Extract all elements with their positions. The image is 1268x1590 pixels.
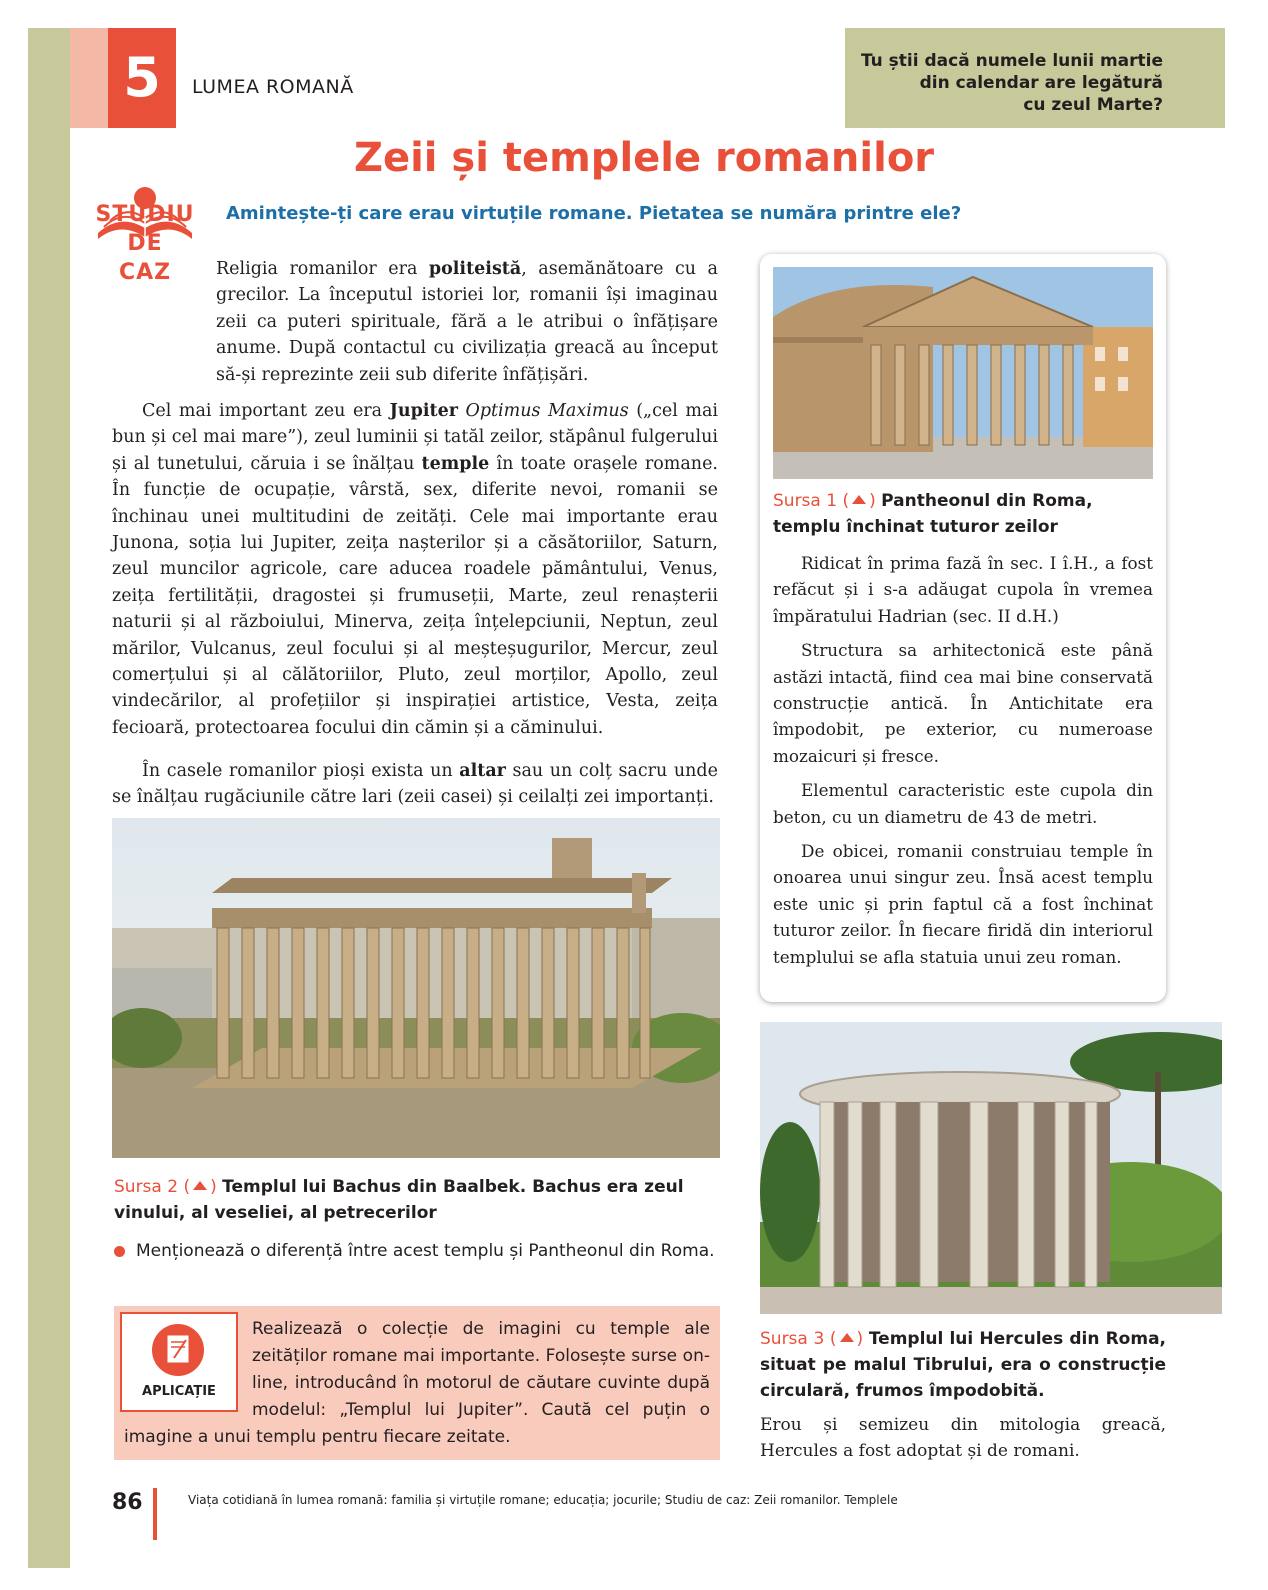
source-1-caption bbox=[773, 488, 1153, 540]
bold-term: altar bbox=[459, 761, 506, 781]
question-line: cu zeul Marte? bbox=[1023, 95, 1163, 115]
bacchus-temple-photo bbox=[112, 818, 720, 1158]
italic-term: Optimus Maximus bbox=[457, 401, 629, 421]
triangle-icon bbox=[840, 1333, 854, 1342]
page-number: 86 bbox=[112, 1490, 143, 1515]
text-run: Cel mai important zeu era bbox=[142, 401, 390, 421]
source-label-end: ) bbox=[869, 491, 876, 511]
source-3-text: Erou și semizeu din mitologia greacă, Hercules a fost adoptat și de romani. bbox=[760, 1415, 1166, 1461]
text-run: În casele romanilor pioși exista un bbox=[142, 761, 460, 781]
source-caption-text: Templul lui Bachus din Baalbek. Bachus era zeul vinului, al veseliei, al petrecerilor bbox=[114, 1177, 684, 1223]
logo-line: DE bbox=[127, 231, 163, 256]
application-box bbox=[114, 1306, 720, 1460]
source-label: Sursa 1 ( bbox=[773, 491, 850, 511]
text-run: Religia romanilor era bbox=[216, 259, 429, 279]
bullet-dot-icon bbox=[114, 1246, 125, 1257]
bold-term: politeistă bbox=[428, 259, 522, 279]
hercules-temple-photo bbox=[760, 1022, 1222, 1314]
logo-line: CAZ bbox=[118, 260, 172, 285]
application-text: Realizează o colecție de imagini cu temple ale zeităților romane mai importante. Folosește surse on-line, introducând în motorul de căutare cuvinte după modelul: „Templul lui Jupiter”. Caută cel puțin o imagine a unui templu pentru fiecare zeitate. bbox=[124, 1319, 710, 1447]
source-label-end: ) bbox=[210, 1177, 217, 1197]
chapter-tab bbox=[70, 28, 108, 128]
page-subtitle: Amintește-ți care erau virtuțile romane. Pietatea se număra printre ele? bbox=[226, 203, 962, 224]
question-box bbox=[845, 28, 1225, 128]
source-label-end: ) bbox=[856, 1329, 864, 1349]
text-run: , asemănătoare cu a grecilor. La începutul istoriei lor, romanii își imaginau zeii ca puteri spirituale, fără a le atribui o înfățișare anume. După contactul cu civilizația greacă au început să-și reprezinte zeii sub diferite înfățișări. bbox=[216, 259, 718, 385]
paragraph-3 bbox=[112, 758, 718, 811]
bullet-text: Menționează o diferență între acest templu și Pantheonul din Roma. bbox=[136, 1241, 715, 1261]
question-line: Tu știi dacă numele lunii martie bbox=[860, 51, 1163, 71]
page-title: Zeii și templele romanilor bbox=[353, 135, 935, 181]
chapter-title: LUMEA ROMANĂ bbox=[192, 76, 354, 98]
application-icon-frame bbox=[120, 1312, 238, 1412]
source-2-caption bbox=[114, 1174, 720, 1226]
source-1-card bbox=[760, 254, 1166, 1002]
card-paragraph: Structura sa arhitectonică este până astăzi intactă, fiind cea mai bine conservată construcție antică. În Antichitate era împodobit, pe exterior, cu numeroase mozaicuri și fresce. bbox=[773, 640, 1153, 766]
text-run: („cel mai bun și cel mai mare”), zeul luminii și tatăl zeilor, stăpânul fulgerului și al tunetului, căruia i se înălțau bbox=[112, 401, 718, 474]
footer-text: Viața cotidiană în lumea romană: familia și virtuțile romane; educația; jocurile; Studiu de caz: Zeii romanilor. Templele bbox=[188, 1493, 898, 1507]
source-caption-text: Templul lui Hercules din Roma, situat pe malul Tibrului, era o construcție circulară, frumos împodobită. bbox=[760, 1329, 1166, 1401]
source-caption-text: Pantheonul din Roma, templu închinat tuturor zeilor bbox=[773, 491, 1093, 537]
application-label: APLICAȚIE bbox=[142, 1384, 216, 1399]
source-3-caption bbox=[760, 1326, 1166, 1404]
question-line: din calendar are legătură bbox=[919, 73, 1163, 93]
quill-document-icon bbox=[152, 1324, 204, 1376]
text-run: în toate orașele romane. În funcție de ocupație, vârstă, sex, diferite nevoi, romanii se închinau unei multitudini de zeități. Cele mai importante erau Junona, soția lui Jupiter, zeița nașterilor și a căsătoriilor, Saturn, zeul muncilor agricole, care aducea roadele pământului, Venus, zeița fertilității, dragostei și frumuseții, Marte, zeul renașterii naturii și al războiului, Minerva, zeița înțelepciunii, Neptun, zeul mărilor, Vulcanus, zeul focului și al meșteșugurilor, Mercur, zeul comerțului și al călătoriilor, Pluto, zeul morților, Apollo, zeul vindecărilor, al profețiilor și inspirației artistice, Vesta, zeița fecioară, protectoarea focului din cămin și a căminului. bbox=[112, 453, 718, 738]
paragraph-2 bbox=[112, 398, 718, 741]
side-bar bbox=[28, 28, 70, 1568]
triangle-icon bbox=[852, 495, 866, 504]
pantheon-photo bbox=[773, 267, 1153, 479]
card-paragraph: De obicei, romanii construiau temple în onoarea unui singur zeu. Însă acest templu este unic și prin faptul că a fost închinat tuturor zeilor. În fiecare firidă din interiorul templului se afla statuia unui zeu roman. bbox=[773, 841, 1153, 967]
source-label: Sursa 2 ( bbox=[114, 1177, 191, 1197]
triangle-icon bbox=[193, 1181, 207, 1190]
logo-line: STUDIU bbox=[95, 202, 195, 227]
bold-term: temple bbox=[421, 453, 490, 474]
footer-divider bbox=[153, 1488, 157, 1540]
source-1-text bbox=[773, 550, 1153, 978]
task-bullet bbox=[114, 1238, 720, 1264]
source-label: Sursa 3 ( bbox=[760, 1329, 837, 1349]
text-run: sau un colț sacru unde se înălțau rugăciunile către lari (zeii casei) și ceilalți zei importanți. bbox=[112, 761, 718, 808]
card-paragraph: Elementul caracteristic este cupola din beton, cu un diametru de 43 de metri. bbox=[773, 780, 1153, 827]
card-paragraph: Ridicat în prima fază în sec. I î.H., a fost refăcut și i s-a adăugat cupola în vremea împăratului Hadrian (sec. II d.H.) bbox=[773, 553, 1153, 626]
chapter-number: 5 bbox=[108, 28, 176, 128]
paragraph-1 bbox=[112, 256, 718, 388]
bold-term: Jupiter bbox=[389, 401, 458, 421]
